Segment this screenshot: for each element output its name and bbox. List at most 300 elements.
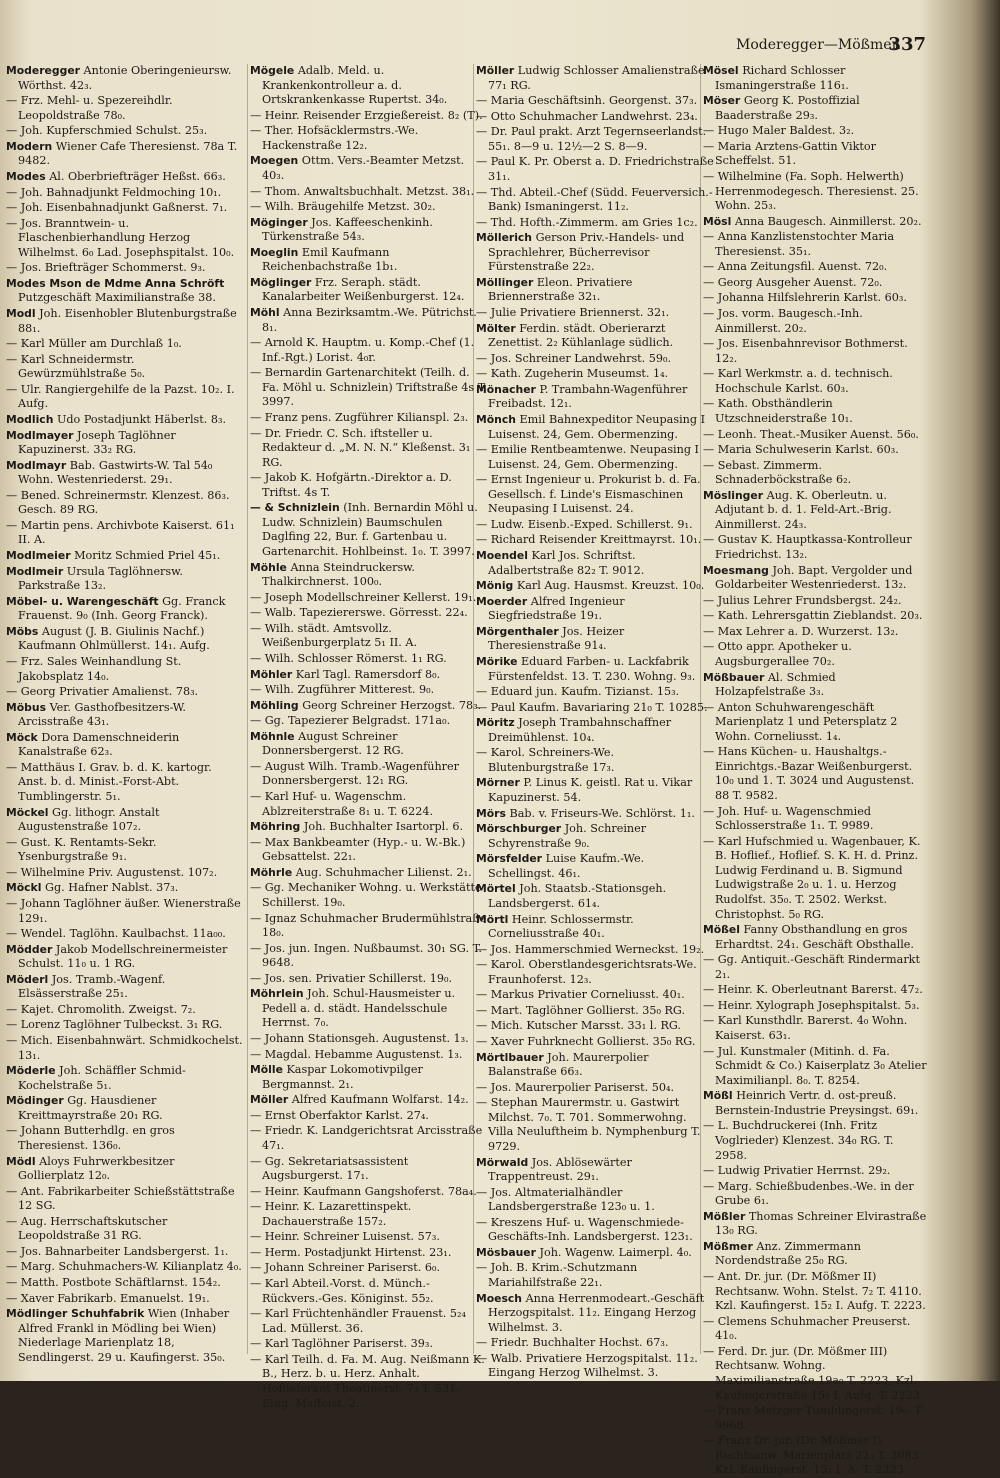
entry-details: — Joh. B. Krim.-Schutzmann Mariahilfstraße 22₁. [476,1261,638,1289]
directory-entry [703,835,927,922]
directory-entry [6,731,244,760]
entry-surname: Mönch [476,412,516,426]
directory-entry [6,1292,244,1307]
directory-entry [476,958,714,987]
entry-surname: Mönig [476,579,514,593]
directory-entry [250,185,488,200]
entry-details: — Gust. K. Rentamts-Sekr. Ysenburgstraße 9₁. [6,835,157,864]
entry-surname: Mörwald [476,1155,529,1169]
entry-details: — Jos. Branntwein- u. Flaschenbierhandlung Herzog Wilhelmst. 6₀ Lad. Josephspitalst. 10₀. [6,216,235,259]
entry-details: — Georg Ausgeher Auenst. 72₀. [703,275,883,289]
directory-entry [476,807,714,822]
entry-details: Aug. Schuhmacher Lilienst. 2₁. [295,865,472,879]
entry-surname: Mödlinger Schuhfabrik [6,1307,145,1321]
directory-entry [6,64,244,93]
directory-entry [476,443,714,472]
entry-details: — Jos. Altmaterialhändler Landsbergerstraße 123₀ u. 1. [476,1185,655,1214]
directory-entry [250,1093,488,1108]
directory-entry [6,170,244,185]
directory-entry [250,1185,488,1200]
entry-surname: Modlmeier [6,549,71,562]
entry-details: — Karl Kunsthdlr. Barerst. 4₀ Wohn. Kaiserst. 63₁. [703,1014,908,1042]
directory-entry [703,745,927,803]
entry-surname: Mörtl [476,912,509,926]
directory-entry [703,215,927,230]
directory-entry [476,579,714,594]
entry-surname: Moendel [476,549,528,562]
directory-entry [476,1186,714,1215]
entry-surname: Möbus [6,700,47,714]
directory-entry [476,716,714,745]
directory-entry [250,760,488,789]
directory-column-2 [250,64,488,1410]
directory-entry [250,972,488,987]
entry-details: — Gg. Antiquit.-Geschäft Rindermarkt 2₁. [703,953,920,981]
entry-details: Joh. Wagenw. Laimerpl. 4₀. [539,1245,692,1259]
directory-entry [6,217,244,261]
entry-details: — Ther. Hofsäcklermstrs.-We. Hackenstraße 12₂. [250,124,419,152]
directory-entry [250,668,488,683]
entry-details: — Jos. jun. Ingen. Nußbaumst. 30₁ SG. T. 9648. [250,941,482,970]
directory-entry [250,606,488,621]
directory-entry [476,1019,714,1034]
entry-details: Jakob Modellschreinermeister Schulst. 11₀ u. 1 RG. [18,942,228,971]
directory-entry [250,276,488,305]
entry-details: — Paul K. Pr. Oberst a. D. Friedrichstraße 31₁. [476,155,714,183]
directory-entry [476,1051,714,1080]
directory-entry [6,625,244,654]
entry-surname: Moesmang [703,563,769,577]
entry-details: Georg Schreiner Herzogst. 78₃. [302,698,482,712]
directory-entry [250,1277,488,1306]
entry-details: — Bened. Schreinermstr. Klenzest. 86₃. Gesch. 89 RG. [6,488,230,517]
directory-entry [703,459,927,488]
directory-entry [6,1018,244,1033]
directory-entry [703,701,927,745]
entry-details: — Jos. vorm. Baugesch.-Inh. Ainmillerst. 20₂. [703,307,863,335]
header-title: Moderegger—Mößmer. [736,37,902,53]
entry-details: — Karl Taglöhner Pariserst. 39₃. [250,1337,433,1351]
directory-entry [703,397,927,426]
entry-details: — Marg. Schuhmachers-W. Kilianplatz 4₀. [6,1260,242,1274]
directory-entry [703,983,927,998]
directory-entry [476,186,714,215]
entry-details: — Karl Schneidermstr. Gewürzmühlstraße 5₀. [6,352,146,381]
entry-details: Ludwig Schlosser Amalienstraße 77₁ RG. [488,64,705,92]
entry-details: — Kath. Zugeherin Museumst. 1₄. [476,367,669,381]
entry-surname: Möhrle [250,865,293,879]
directory-entry [250,336,488,365]
entry-details: Gg. Hausdiener Kreittmayrstraße 20₁ RG. [18,1094,163,1122]
entry-details: — Paul Kaufm. Bavariaring 21₀ T. 10285. [476,700,708,714]
directory-entry [476,216,714,231]
entry-details: Antonie Oberingenieursw. Wörthst. 42₃. [18,64,232,92]
directory-entry [6,1155,244,1184]
directory-entry [250,246,488,275]
entry-details: — Maria Geschäftsinh. Georgenst. 37₃. [476,94,698,108]
directory-entry [703,276,927,291]
entry-surname: Möller [476,64,515,77]
directory-entry [703,124,927,139]
entry-surname: Möslinger [703,488,764,502]
entry-details: — Ignaz Schuhmacher Brudermühlstraße 18₀. [250,911,487,940]
entry-details: Joh. Buchhalter Isartorpl. 6. [303,820,464,834]
directory-entry [6,685,244,700]
entry-surname: Mörschburger [476,822,562,836]
entry-details: Thomas Schreiner Elvirastraße 13₀ RG. [715,1209,927,1238]
directory-entry [476,1156,714,1185]
entry-details: — August Wilh. Tramb.-Wagenführer Donnersbergerst. 12₁ RG. [250,759,459,788]
entry-surname: Modlmayer [6,428,74,442]
entry-details: — Kath. Lehrersgattin Zieblandst. 20₃. [703,609,923,623]
directory-entry [476,352,714,367]
directory-entry [250,1337,488,1352]
directory-entry [6,261,244,276]
entry-details: Gerson Priv.-Handels- und Sprachlehrer, Bücherrevisor Fürstenstraße 22₂. [488,231,685,274]
entry-details: August (J. B. Giulinis Nachf.) Kaufmann Ohlmüllerst. 14₁. Aufg. [18,624,210,653]
entry-details: Al. Schmied Holzapfelstraße 3₃. [715,670,836,699]
entry-surname: Modlich [6,412,54,426]
entry-details: Fanny Obsthandlung en gros Erhardtst. 24₁. Geschäft Obsthalle. [715,923,914,951]
entry-details: — Jos. Maurerpolier Pariserst. 50₄. [476,1080,674,1094]
entry-details: Joh. Staatsb.-Stationsgeh. Landsbergerst. 61₄. [488,882,667,910]
entry-surname: Mönacher [476,382,536,396]
directory-entry [6,1094,244,1123]
directory-entry [703,953,927,982]
entry-surname: Mößel [703,923,740,937]
directory-entry [476,913,714,942]
entry-details: — Leonh. Theat.-Musiker Auenst. 56₀. [703,427,919,441]
directory-entry [703,999,927,1014]
entry-details: — Wilh. Zugführer Mitterest. 9₀. [250,683,435,697]
entry-details: Moritz Schmied Priel 45₁. [74,549,221,562]
directory-entry [476,1352,714,1381]
directory-entry [476,518,714,533]
entry-surname: Mößl [703,1089,733,1103]
directory-entry [476,625,714,654]
entry-details: — Joh. Eisenbahnadjunkt Gaßnerst. 7₁. [6,201,228,215]
entry-details: — Karl Werkmstr. a. d. technisch. Hochschule Karlst. 60₃. [703,367,893,395]
directory-entry [476,322,714,351]
entry-details: — Johann Schreiner Pariserst. 6₀. [250,1261,441,1275]
entry-surname: Moesch [476,1291,522,1305]
entry-details: Joh. Bapt. Vergolder und Goldarbeiter Westenriederst. 13₂. [715,563,913,592]
directory-entry [250,820,488,835]
directory-entry [250,942,488,971]
entry-surname: Möbs [6,624,39,638]
directory-entry [476,155,714,184]
entry-details: — Herm. Postadjunkt Hirtenst. 23₁. [250,1245,452,1259]
entry-details: — Franz Dr. jur. (Dr. Mößmer I) Rechtsanw. Marienplatz 22₃ T. 3083 Kzl. Kaufingerst. 15₂ I. A. T. 2223. [703,1434,919,1477]
entry-surname: — & Schnizlein [250,501,340,515]
entry-details: Bab. Gastwirts-W. Tal 54₀ Wohn. Westenriederst. 29₁. [18,458,213,487]
directory-entry [476,988,714,1003]
directory-entry [476,595,714,624]
entry-details: — Jos. Schreiner Landwehrst. 59₀. [476,351,672,365]
entry-surname: Mösbauer [476,1245,536,1259]
entry-surname: Mödinger [6,1094,64,1108]
directory-entry [476,1096,714,1154]
entry-surname: Modes [6,169,46,183]
directory-entry [703,1345,927,1403]
entry-details: — Jakob K. Hofgärtn.-Direktor a. D. Triftst. 4s T. [250,471,452,499]
directory-entry [6,927,244,942]
entry-details: — Ant. Fabrikarbeiter Schießstättstraße 12 SG. [6,1184,235,1213]
directory-entry [6,519,244,548]
entry-surname: Mörtel [476,882,516,896]
entry-details: — Sebast. Zimmerm. Schnaderböckstraße 6₂. [703,458,852,487]
entry-details: — Wendel. Taglöhn. Kaulbachst. 11a₀₀. [6,927,226,941]
directory-entry [250,881,488,910]
entry-details: Jos. Kaffeeschenkinh. Türkenstraße 54₃. [262,215,433,244]
entry-details: — Johann Taglöhner äußer. Wienerstraße 129₁. [6,896,241,925]
directory-entry [6,277,244,306]
entry-details: — Otto Schuhmacher Landwehrst. 23₄. [476,109,698,123]
entry-details: — Wilh. Bräugehilfe Metzst. 30₂. [250,200,436,214]
directory-column-4 [703,64,927,1477]
entry-details: — Ludw. Eisenb.-Exped. Schillerst. 9₁. [476,517,693,531]
directory-entry [6,1034,244,1063]
directory-entry [6,1185,244,1214]
entry-surname: Möderle [6,1064,56,1078]
directory-entry [6,1003,244,1018]
page-edge-shadow [978,0,1000,1381]
entry-details: — Gustav K. Hauptkassa-Kontrolleur Friedrichst. 13₂. [703,533,912,561]
directory-entry [250,1063,488,1092]
directory-entry [250,790,488,819]
entry-details: — Friedr. K. Landgerichtsrat Arcisstraße 47₁. [250,1124,483,1152]
entry-surname: Mödl [6,1154,36,1168]
directory-entry [250,866,488,881]
entry-details: — Heinr. K. Oberleutnant Barerst. 47₂. [703,983,923,997]
directory-entry [250,622,488,651]
entry-details: — Heinr. Reisender Erzgießereist. 8₂ (T). [250,108,483,122]
directory-entry [6,1215,244,1244]
directory-entry [6,489,244,518]
directory-entry [476,276,714,305]
directory-entry [476,1292,714,1336]
entry-details: — Max Bankbeamter (Hyp.- u. W.-Bk.) Gebsattelst. 22₁. [250,835,466,864]
directory-entry [703,1434,927,1478]
entry-details: — Frz. Sales Weinhandlung St. Jakobsplatz 14₀. [6,654,182,683]
entry-details: Jos. Ablösewärter Trappentreust. 29₁. [488,1155,632,1184]
entry-details: Adalb. Meld. u. Krankenkontrolleur a. d. Ortskrankenkasse Rupertst. 34₀. [262,64,448,107]
directory-entry [476,383,714,412]
entry-surname: Möglinger [250,275,312,289]
entry-surname: Möser [703,94,741,108]
entry-details: — Julie Privatiere Briennerst. 32₁. [476,306,670,319]
entry-details: Jos. Tramb.-Wagenf. Elsässerstraße 25₁. [18,972,166,1001]
entry-details: — Xaver Fuhrknecht Gollierst. 35₀ RG. [476,1035,696,1048]
directory-entry [6,836,244,865]
directory-entry [250,1200,488,1229]
entry-surname: Mörike [476,654,518,668]
entry-details: — Frz. Mehl- u. Spezereihdlr. Leopoldstraße 78₀. [6,94,173,122]
entry-surname: Mölle [250,1063,283,1077]
entry-surname: Möhrlein [250,987,304,1001]
entry-details: — Anton Schuhwarengeschäft Marienplatz 1 und Petersplatz 2 Wohn. Corneliusst. 1₄. [703,700,898,743]
entry-details: Gg. lithogr. Anstalt Augustenstraße 107₂. [18,805,160,834]
entry-details: — Emilie Rentbeamtenwe. Neupasing I Luisenst. 24, Gem. Obermenzing. [476,443,699,471]
running-header [736,34,926,56]
entry-details: — Ant. Dr. jur. (Dr. Mößmer II) Rechtsanw. Wohn. Stelst. 7₂ T. 4110. Kzl. Kaufingerst. 15₂ I. Aufg. T. 2223. [703,1270,926,1313]
entry-details: — Johanna Hilfslehrerin Karlst. 60₃. [703,291,907,305]
directory-entry [476,685,714,700]
directory-entry [703,337,927,366]
entry-details: — Dr. Friedr. C. Sch. iftsteller u. Redakteur d. „M. N. N.“ Kleßenst. 3₁ RG. [250,426,471,469]
directory-entry [476,413,714,442]
directory-entry [250,501,488,559]
entry-details: — Anna Zeitungsfil. Auenst. 72₀. [703,260,888,274]
directory-entry [6,413,244,428]
directory-entry [6,201,244,216]
entry-details: — Karl Müller am Durchlaß 1₀. [6,337,182,351]
directory-entry [250,306,488,335]
entry-details: Richard Schlosser Ismaningerstraße 116₁. [715,64,849,92]
entry-surname: Möritz [476,716,515,730]
entry-details: Udo Postadjunkt Häberlst. 8₃. [56,412,227,426]
entry-details: — Karl Hufschmied u. Wagenbauer, K. B. Hoflief., Hoflief. S. K. H. d. Prinz. Ludwig Ferdinand u. B. Sigmund Ludwigstraße 2₀ u. 1. u. Herzog Rudolfst. 35₀. T. 2502. Werkst. Christophst. 5₀ RG. [703,834,921,921]
entry-surname: Möckl [6,881,42,895]
entry-details: — Walb. Privatiere Herzogspitalst. 11₂. Eingang Herzog Wilhelmst. 3. [476,1351,698,1380]
directory-entry [6,761,244,805]
directory-entry [250,1307,488,1336]
entry-details: Aloys Fuhrwerkbesitzer Gollierplatz 12₀. [18,1154,175,1183]
directory-entry [250,730,488,759]
directory-entry [703,923,927,952]
entry-surname: Mößbauer [703,670,765,684]
directory-entry [476,1081,714,1096]
directory-entry [703,1270,927,1314]
entry-surname: Möhler [250,667,293,681]
entry-details: — Stephan Maurermstr. u. Gastwirt Milchst. 7₀. T. 701. Sommerwohng. Villa Neuluftheim b. Nymphenburg T. 9729. [476,1096,701,1153]
entry-surname: Möhle [250,560,287,574]
directory-entry [250,1109,488,1124]
directory-entry [476,776,714,805]
entry-details: — Ernst Oberfaktor Karlst. 27₄. [250,1108,429,1122]
directory-entry [250,1155,488,1184]
entry-details: — Jos. Eisenbahnrevisor Bothmerst. 12₂. [703,337,908,365]
entry-surname: Modes Mson de Mdme Anna Schröft [6,276,225,290]
entry-details: — Karl Abteil.-Vorst. d. Münch.-Rückvers.-Ges. Königinst. 55₂. [250,1277,434,1305]
directory-entry [703,625,927,640]
directory-entry [476,943,714,958]
entry-details: Dora Damenschneiderin Kanalstraße 62₃. [18,730,180,759]
entry-details: — Jos. Hammerschmied Werneckst. 19₂. [476,942,705,956]
entry-surname: Mösl [703,214,732,228]
directory-entry [250,836,488,865]
directory-entry [6,1307,244,1365]
entry-surname: Moerder [476,594,528,608]
directory-entry [476,367,714,382]
entry-details: Emil Kaufmann Reichenbachstraße 1b₁. [262,245,398,274]
directory-entry [250,1246,488,1261]
entry-details: Al. Oberbriefträger Heßst. 66₃. [49,169,226,183]
entry-details: — Mich. Eisenbahnwärt. Schmidkochelst. 13₁. [6,1034,243,1062]
directory-entry [6,881,244,896]
entry-details: — Kath. Obsthändlerin Utzschneiderstraße 10₁. [703,397,853,425]
entry-details: — Jul. Kunstmaler (Mitinh. d. Fa. Schmidt & Co.) Kaiserplatz 3₀ Atelier Maximilianpl. 8₀. T. 8254. [703,1044,927,1087]
directory-entry [703,594,927,609]
directory-entry [6,595,244,624]
entry-details: Anna Bezirksamtm.-We. Pütrichst. 8₁. [262,306,477,334]
directory-entry [250,652,488,667]
entry-details: Anna Herrenmodeart.-Geschäft Herzogspitalst. 11₂. Eingang Herzog Wilhelmst. 3. [488,1291,705,1334]
entry-details: — Wilh. städt. Amtsvollz. Weißenburgerplatz 5₁ II. A. [250,621,418,650]
directory-entry [6,383,244,412]
entry-details: Wien (Inhaber Alfred Frankl in Mödling bei Wien) Niederlage Marienplatz 18, Sendlingerst. 29 u. Kaufingerst. 35₀. [18,1307,230,1364]
entry-surname: Möller [250,1093,289,1107]
entry-details: — Thd. Abteil.-Chef (Südd. Feuerversich.-Bank) Ismaningerst. 11₂. [476,185,713,214]
directory-entry [476,701,714,716]
directory-entry [476,655,714,684]
entry-details: Joh. Schul-Hausmeister u. Pedell a. d. städt. Handelsschule Herrnst. 7₀. [262,987,456,1030]
directory-entry [476,822,714,851]
entry-details: Ferdin. städt. Oberierarzt Zenettist. 2₂ Kühlanlage südlich. [488,321,674,350]
entry-details: Karl Jos. Schriftst. Adalbertstraße 82₂ T. 9012. [488,549,645,577]
directory-entry [703,443,927,458]
directory-entry [250,124,488,153]
entry-details: Georg K. Postoffizial Baaderstraße 29₃. [715,94,860,122]
directory-entry [6,701,244,730]
entry-details: Aug. K. Oberleutn. u. Adjutant b. d. 1. Feld-Art.-Brig. Ainmillerst. 24₃. [715,488,892,531]
page-number: 337 [888,34,926,55]
entry-details: — Joh. Huf- u. Wagenschmied Schlosserstraße 1₁. T. 9989. [703,804,874,833]
entry-details: Emil Bahnexpeditor Neupasing I Luisenst. 24, Gem. Obermenzing. [488,412,705,441]
entry-surname: Moegen [250,154,299,168]
entry-surname: Möllinger [476,275,534,289]
entry-details: Joseph Taglöhner Kapuzinerst. 33₂ RG. [18,428,176,457]
entry-details: Jos. Heizer Theresienstraße 91₄. [488,624,625,653]
entry-details: — Clemens Schuhmacher Preuserst. 41₀. [703,1314,911,1343]
directory-entry [6,943,244,972]
entry-details: Anna Baugesch. Ainmillerst. 20₂. [734,214,922,228]
entry-details: Anna Steindruckersw. Thalkirchnerst. 100₀. [262,560,415,589]
directory-entry [250,591,488,606]
entry-surname: Mörtlbauer [476,1050,544,1064]
entry-details: — Maria Schulweserin Karlst. 60₃. [703,443,899,457]
entry-details: — Maria Arztens-Gattin Viktor Scheffelst. 51. [703,139,876,168]
directory-entry [6,806,244,835]
entry-details: Luise Kaufm.-We. Schellingst. 46₁. [488,852,645,880]
entry-details: — Karl Huf- u. Wagenschm. Ablzreiterstraße 8₁ u. T. 6224. [250,790,434,818]
entry-surname: Möbel- u. Warengeschäft [6,594,159,608]
entry-surname: Modl [6,307,36,320]
entry-details: Bab. v. Friseurs-We. Schlörst. 1₁. [509,806,695,820]
entry-surname: Mörner [476,776,520,790]
entry-surname: Möck [6,730,38,744]
entry-details: Eduard Farben- u. Lackfabrik Fürstenfeldst. 13. T. 230. Wohng. 9₃. [488,654,696,683]
entry-surname: Möderl [6,972,49,986]
entry-details: (Inh. Bernardin Möhl u. Ludw. Schnizlein) Baumschulen Daglfing 22, Bur. f. Gartenbau u. Gartenarchit. Hohlbeinst. 1₀. T. 3997. [262,501,478,558]
entry-details: — Matthäus I. Grav. b. d. K. kartogr. Anst. b. d. Minist.-Forst-Abt. Tumblingerstr. 5₁. [6,760,212,803]
directory-entry [6,337,244,352]
entry-details: — Ludwig Privatier Herrnst. 29₂. [703,1164,891,1178]
directory-entry [250,987,488,1031]
directory-entry [476,533,714,548]
entry-surname: Mögele [250,64,295,77]
directory-entry [250,1124,488,1153]
directory-entry [250,561,488,590]
directory-entry [476,110,714,125]
directory-entry [703,1089,927,1118]
entry-details: — Wilh. Schlosser Römerst. 1₁ RG. [250,651,447,665]
directory-entry [6,1276,244,1291]
entry-details: P. Linus K. geistl. Rat u. Vikar Kapuzinerst. 54. [488,776,693,804]
entry-details: — Jos. Bahnarbeiter Landsbergerst. 1₁. [6,1244,229,1258]
entry-details: — Kajet. Chromolith. Zweigst. 7₂. [6,1002,196,1016]
directory-entry [6,94,244,123]
